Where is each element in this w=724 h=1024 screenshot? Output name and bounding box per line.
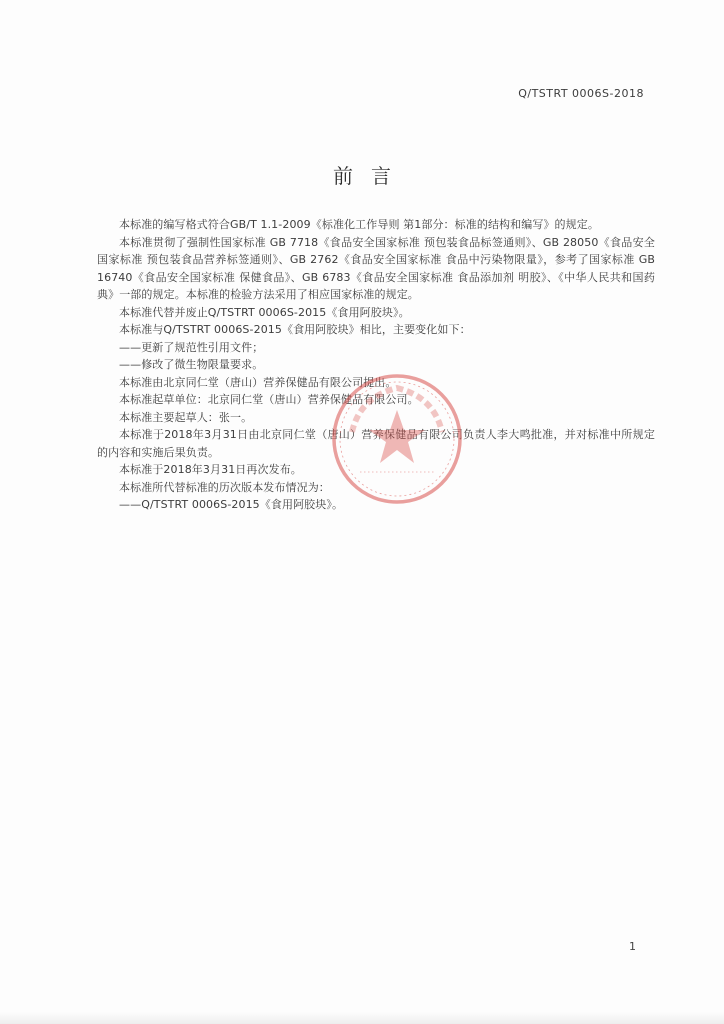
paragraph-release: 本标准于2018年3月31日再次发布。 xyxy=(119,463,302,476)
paragraph-format: 本标准的编写格式符合GB/T 1.1-2009《标准化工作导则 第1部分：标准的结构和编写》的规定。 xyxy=(119,218,599,231)
scan-edge xyxy=(0,1012,724,1024)
page-title: 前言 xyxy=(333,164,409,188)
document-code: Q/TSTRT 0006S-2018 xyxy=(518,87,644,100)
paragraph-approval: 本标准于2018年3月31日由北京同仁堂（唐山）营养保健品有限公司负责人李大鸣批准，并对标准中所规定的内容和实施后果负责。 xyxy=(97,428,655,459)
paragraph-change-item: ——更新了规范性引用文件； xyxy=(119,340,264,354)
page-number: 1 xyxy=(629,940,636,953)
paragraph-history-intro: 本标准所代替标准的历次版本发布情况为： xyxy=(119,480,330,494)
paragraph-drafter: 本标准主要起草人：张一。 xyxy=(119,410,253,424)
paragraph-replaces: 本标准代替并废止Q/TSTRT 0006S-2015《食用阿胶块》。 xyxy=(119,305,410,319)
paragraph-history-item: ——Q/TSTRT 0006S-2015《食用阿胶块》。 xyxy=(119,498,344,511)
paragraph-standards-referenced: 本标准贯彻了强制性国家标准 GB 7718《食品安全国家标准 预包装食品标签通则》、GB 28050《食品安全国家标准 预包装食品营养标签通则》、GB 2762《食品安全国家标准 食品中污染物限量》，参考了国家标准 GB 16740《食品安全国家标准 保健食品》、GB 6783《食品安全国家标准 食品添加剂 明胶》、《中华人民共和国药典》一部的规定。本标准的检验方法采用了相应国家标准的规定。 xyxy=(97,235,655,301)
paragraph-changes-intro: 本标准与Q/TSTRT 0006S-2015《食用阿胶块》相比，主要变化如下： xyxy=(119,323,471,336)
foreword-body xyxy=(97,216,655,514)
paragraph-proposer: 本标准由北京同仁堂（唐山）营养保健品有限公司提出。 xyxy=(119,375,397,389)
paragraph-drafting-unit: 本标准起草单位：北京同仁堂（唐山）营养保健品有限公司。 xyxy=(119,393,419,406)
paragraph-change-item: ——修改了微生物限量要求。 xyxy=(119,358,264,371)
